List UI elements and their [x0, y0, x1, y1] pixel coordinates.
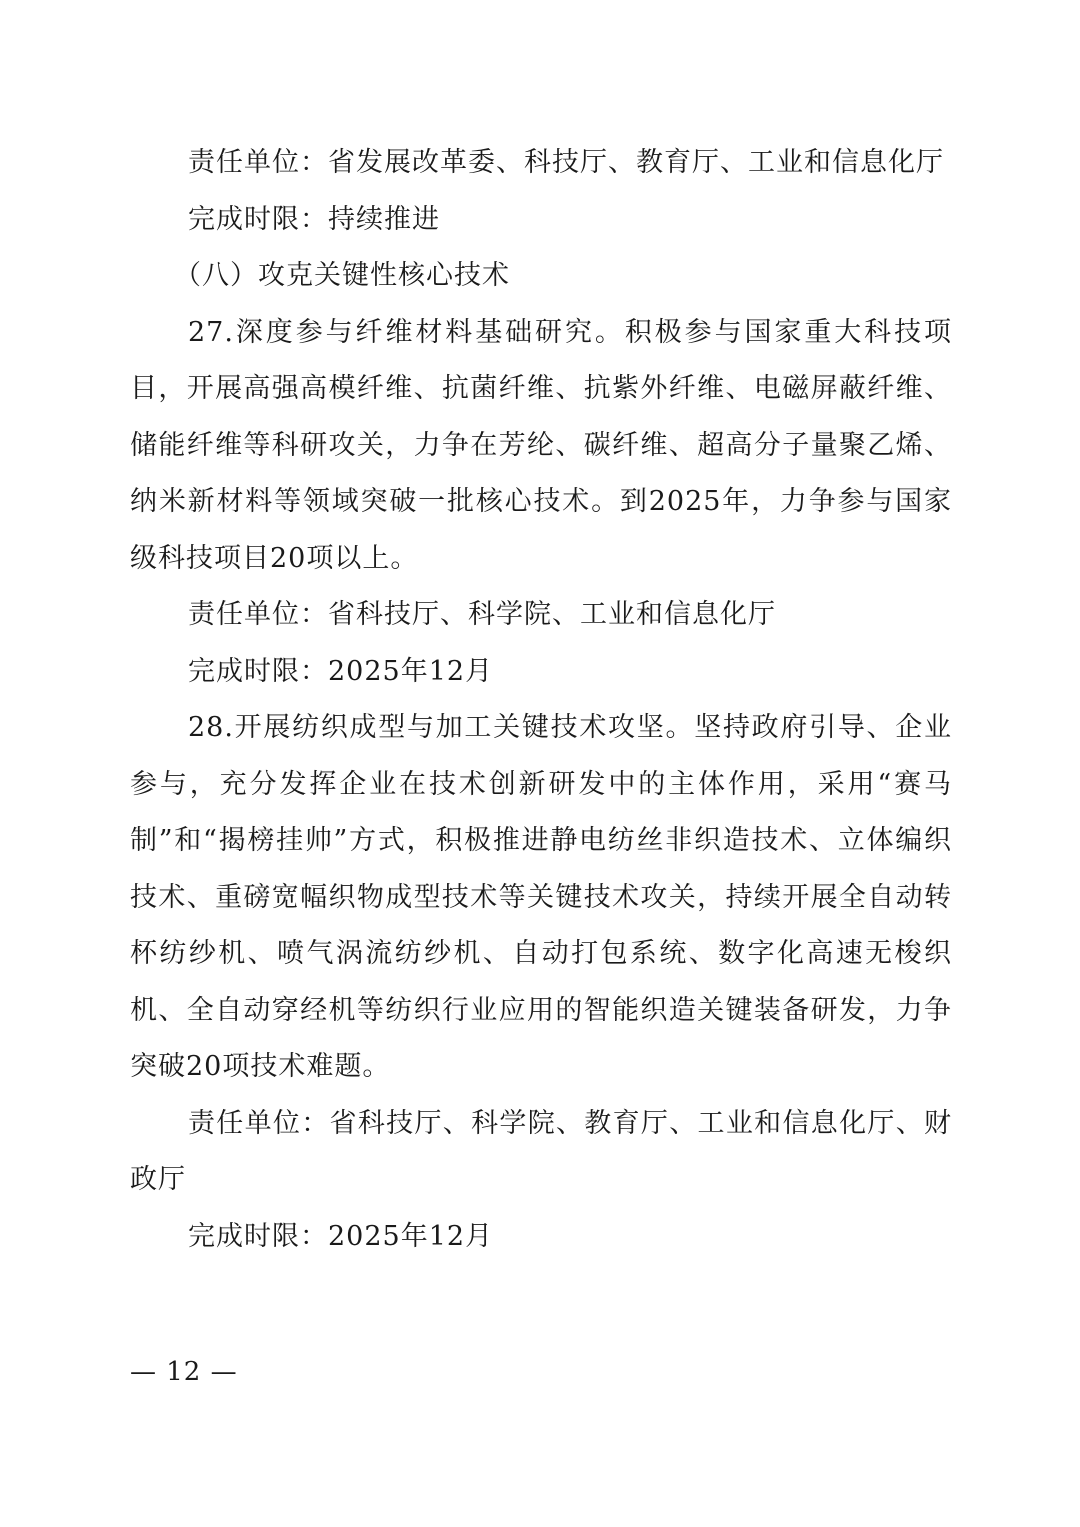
item-27-paragraph [130, 305, 952, 588]
item-28-paragraph [130, 700, 952, 1096]
responsible-units-paragraph: 责任单位：省科技厅、科学院、教育厅、工业和信息化厅、财政厅 [130, 1107, 952, 1195]
page-number: — 12 — [130, 1357, 238, 1387]
deadline-paragraph: 完成时限：2025年12月 [188, 1220, 494, 1252]
deadline-paragraph: 完成时限：持续推进 [188, 203, 440, 235]
document-body [130, 135, 952, 1265]
responsible-units-paragraph: 责任单位：省科技厅、科学院、工业和信息化厅 [188, 599, 776, 630]
item-28-body: 坚持政府引导、企业参与，充分发挥企业在技术创新研发中的主体作用，采用“赛马制”和“揭榜挂帅”方式，积极推进静电纺丝非织造技术、立体编织技术、重磅宽幅织物成型技术等关键技术攻关，持续开展全自动转杯纺纱机、喷气涡流纺纱机、自动打包系统、数字化高速无梭织机、全自动穿经机等纺织行业应用的智能织造关键装备研发，力争突破20项技术难题。 [130, 712, 952, 1082]
item-27-body: 积极参与国家重大科技项目，开展高强高模纤维、抗菌纤维、抗紫外纤维、电磁屏蔽纤维、储能纤维等科研攻关，力争在芳纶、碳纤维、超高分子量聚乙烯、纳米新材料等领域突破一批核心技术。到2025年，力争参与国家级科技项目20项以上。 [130, 316, 952, 574]
item-28-title: 28.开展纺织成型与加工关键技术攻坚。 [188, 712, 695, 743]
responsible-units-paragraph: 责任单位：省发展改革委、科技厅、教育厅、工业和信息化厅 [188, 147, 944, 178]
item-27-title: 27.深度参与纤维材料基础研究。 [188, 316, 625, 348]
section-heading: （八）攻克关键性核心技术 [174, 260, 510, 291]
deadline-paragraph: 完成时限：2025年12月 [188, 655, 494, 687]
